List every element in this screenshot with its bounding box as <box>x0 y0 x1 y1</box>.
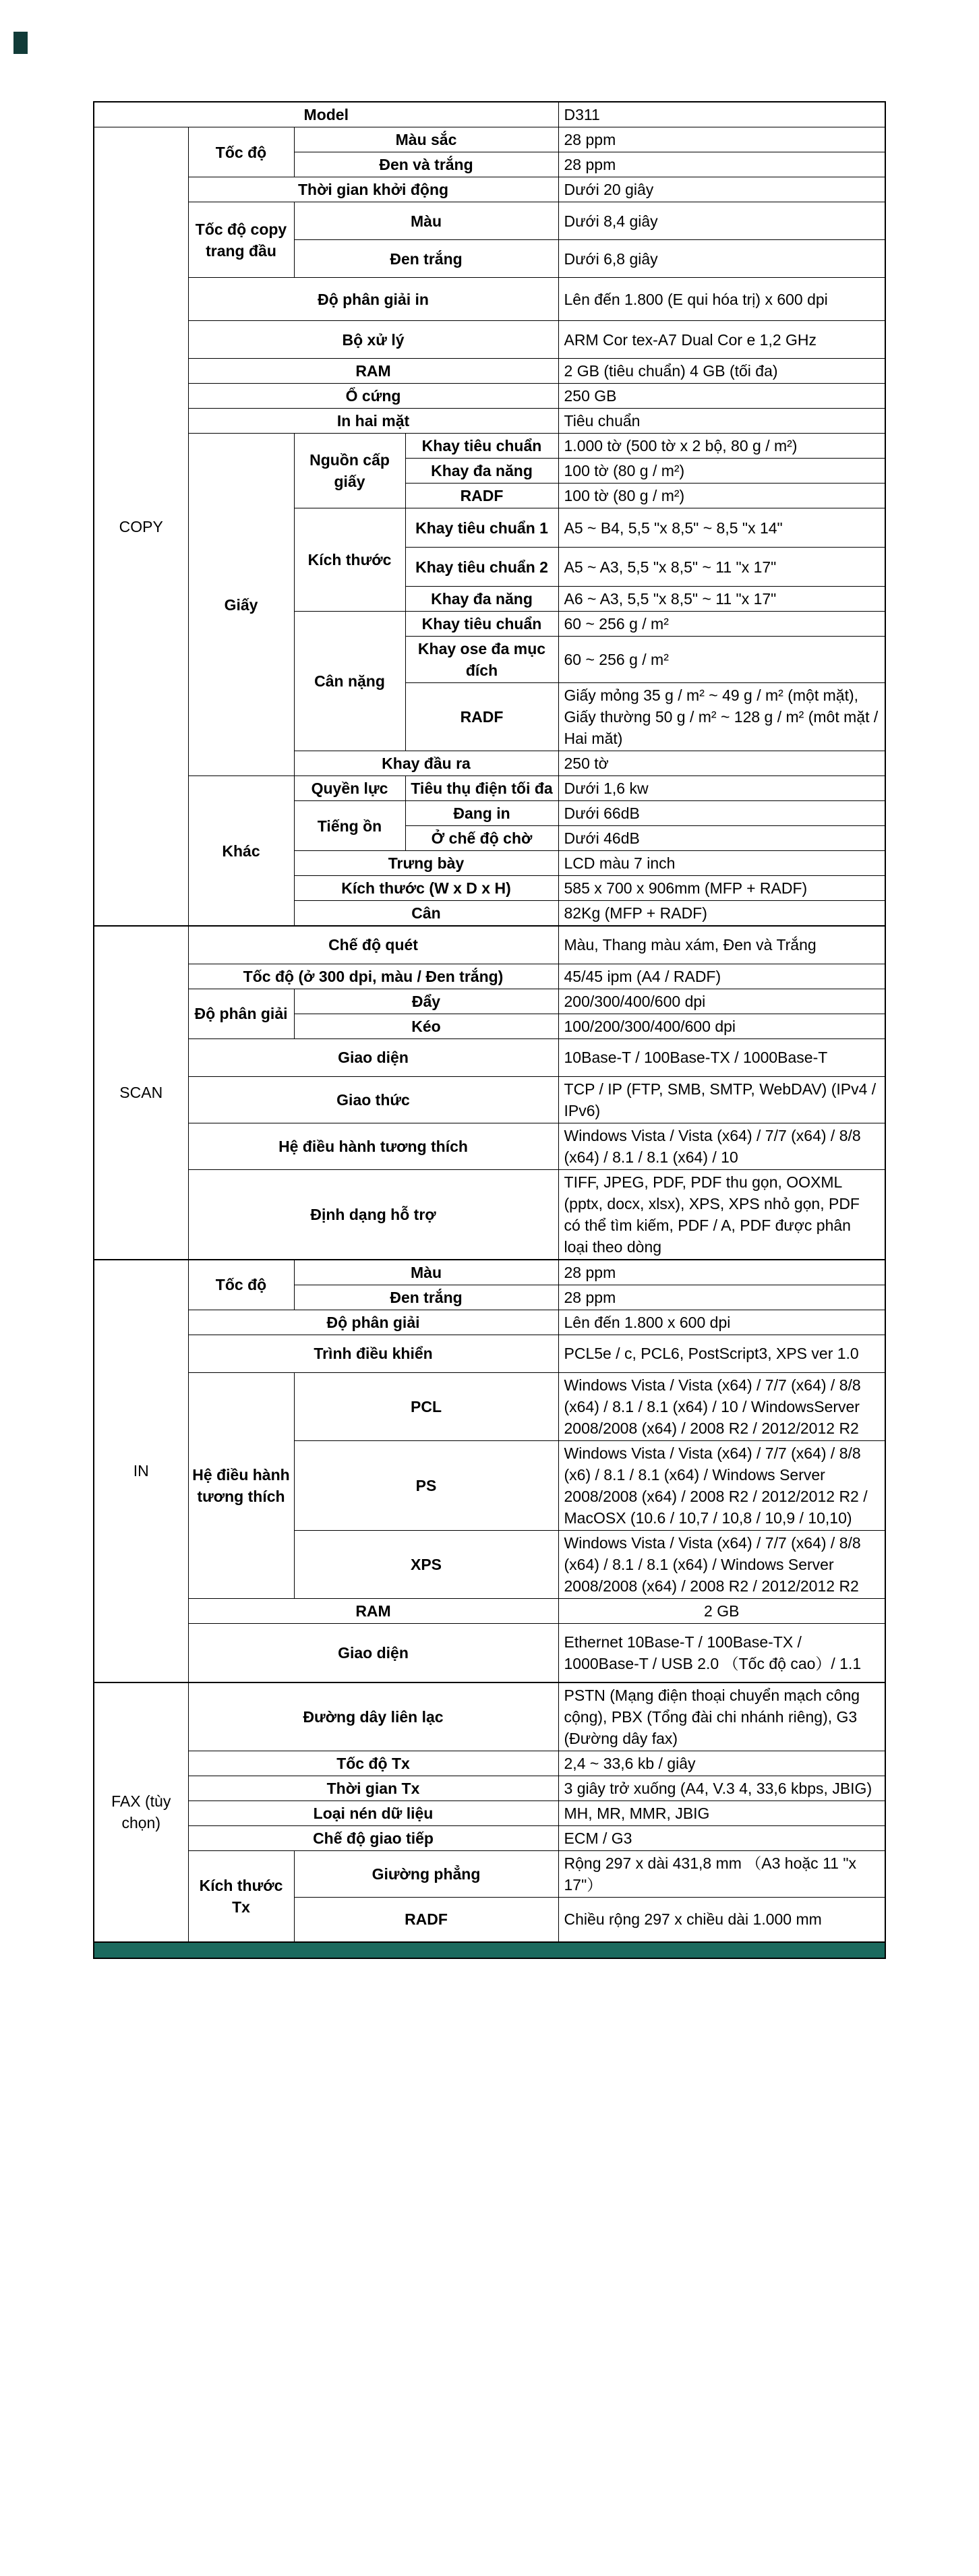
paper-output-label: Khay đầu ra <box>294 751 558 776</box>
row-print-resolution <box>94 1310 885 1335</box>
footer-color-bar <box>94 1942 885 1958</box>
print-ram-label: RAM <box>188 1598 558 1623</box>
row-scan-formats <box>94 1169 885 1260</box>
other-display-label: Trưng bày <box>294 851 558 876</box>
print-speed-label: Tốc độ <box>188 1260 294 1310</box>
copy-ram-label: RAM <box>188 359 558 384</box>
paper-supply-standard-value: 1.000 tờ (500 tờ x 2 bộ, 80 g / m²) <box>558 434 885 459</box>
other-power-max-label: Tiêu thụ điện tối đa <box>405 776 558 801</box>
print-resolution-label: Độ phân giải <box>188 1310 558 1335</box>
fax-line-value: PSTN (Mạng điện thoại chuyển mạch công cộng), PBX (Tổng đài chi nhánh riêng), G3 (Đường dây fax) <box>558 1682 885 1751</box>
scan-protocol-value: TCP / IP (FTP, SMB, SMTP, WebDAV) (IPv4 / IPv6) <box>558 1076 885 1123</box>
fax-section-label: FAX (tùy chọn) <box>94 1682 188 1942</box>
fax-compression-value: MH, MR, MMR, JBIG <box>558 1801 885 1826</box>
copy-speed-label: Tốc độ <box>188 127 294 177</box>
copy-speed-bw-value: 28 ppm <box>558 152 885 177</box>
row-copy-cpu <box>94 321 885 359</box>
other-power-label: Quyền lực <box>294 776 405 801</box>
print-os-ps-value: Windows Vista / Vista (x64) / 7/7 (x64) / 8/8 (x6) / 8.1 / 8.1 (x64) / Windows Server 2008/2008 (x64) / 2008 R2 / 2012/2012 R2 / MacOSX (10.6 / 10,7 / 10,8 / 10,9 / 10,10) <box>558 1440 885 1530</box>
scan-resolution-label: Độ phân giải <box>188 989 294 1038</box>
print-interface-label: Giao diện <box>188 1623 558 1682</box>
row-fax-txtime <box>94 1776 885 1801</box>
print-speed-color-label: Màu <box>294 1260 558 1285</box>
copy-speed-color-value: 28 ppm <box>558 127 885 152</box>
fax-txtime-label: Thời gian Tx <box>188 1776 558 1801</box>
paper-label: Giấy <box>188 434 294 776</box>
paper-supply-multi-value: 100 tờ (80 g / m²) <box>558 459 885 484</box>
paper-weight-radf-value: Giấy mỏng 35 g / m² ~ 49 g / m² (một mặt), Giấy thường 50 g / m² ~ 128 g / m² (môt mặt / Hai măt) <box>558 683 885 751</box>
fax-txspeed-value: 2,4 ~ 33,6 kb / giây <box>558 1751 885 1776</box>
paper-weight-standard-label: Khay tiêu chuẩn <box>405 612 558 637</box>
scan-res-pull-label: Kéo <box>294 1014 558 1038</box>
copy-speed-bw-label: Đen và trắng <box>294 152 558 177</box>
row-fax-txspeed <box>94 1751 885 1776</box>
copy-hdd-label: Ổ cứng <box>188 384 558 409</box>
other-noise-printing-value: Dưới 66dB <box>558 801 885 826</box>
other-weight-value: 82Kg (MFP + RADF) <box>558 901 885 927</box>
copy-hdd-value: 250 GB <box>558 384 885 409</box>
print-speed-color-value: 28 ppm <box>558 1260 885 1285</box>
scan-mode-label: Chế độ quét <box>188 926 558 964</box>
row-copy-warmup <box>94 177 885 202</box>
fax-txsize-label: Kích thước Tx <box>188 1851 294 1942</box>
row-scan-interface <box>94 1038 885 1076</box>
row-other-power <box>94 776 885 801</box>
paper-size-multi-value: A6 ~ A3, 5,5 "x 8,5" ~ 11 "x 17" <box>558 587 885 612</box>
paper-size-label: Kích thước <box>294 508 405 612</box>
scan-speed-label: Tốc độ (ở 300 dpi, màu / Đen trắng) <box>188 964 558 989</box>
row-copy-printres <box>94 278 885 321</box>
copy-ram-value: 2 GB (tiêu chuẩn) 4 GB (tối đa) <box>558 359 885 384</box>
other-noise-standby-label: Ở chế độ chờ <box>405 826 558 851</box>
print-os-pcl-value: Windows Vista / Vista (x64) / 7/7 (x64) / 8/8 (x64) / 8.1 / 8.1 (x64) / 10 / WindowsServer 2008/2008 (x64) / 2008 R2 / 2012/2012 R2 <box>558 1372 885 1440</box>
copy-section-label: COPY <box>94 127 188 927</box>
paper-weight-label: Cân nặng <box>294 612 405 751</box>
scan-section-label: SCAN <box>94 926 188 1260</box>
copy-duplex-label: In hai mặt <box>188 409 558 434</box>
paper-size-tray1-label: Khay tiêu chuẩn 1 <box>405 508 558 548</box>
fax-txsize-flatbed-value: Rộng 297 x dài 431,8 mm （A3 hoặc 11 "x 17"） <box>558 1851 885 1898</box>
print-os-xps-value: Windows Vista / Vista (x64) / 7/7 (x64) / 8/8 (x64) / 8.1 / 8.1 (x64) / Windows Server 2008/2008 (x64) / 2008 R2 / 2012/2012 R2 <box>558 1530 885 1598</box>
scan-formats-value: TIFF, JPEG, PDF, PDF thu gọn, OOXML (pptx, docx, xlsx), XPS, XPS nhỏ gọn, PDF có thể tìm kiếm, PDF / A, PDF được phân loại theo dòng <box>558 1169 885 1260</box>
copy-firstcopy-color-value: Dưới 8,4 giây <box>558 202 885 240</box>
fax-commmode-label: Chế độ giao tiếp <box>188 1826 558 1851</box>
print-os-xps-label: XPS <box>294 1530 558 1598</box>
print-os-label: Hệ điều hành tương thích <box>188 1372 294 1598</box>
model-label: Model <box>94 102 558 127</box>
row-fax-compression <box>94 1801 885 1826</box>
row-footer-bar <box>94 1942 885 1958</box>
fax-line-label: Đường dây liên lạc <box>188 1682 558 1751</box>
fax-txtime-value: 3 giây trở xuống (A4, V.3 4, 33,6 kbps, JBIG) <box>558 1776 885 1801</box>
fax-txsize-radf-value: Chiều rộng 297 x chiều dài 1.000 mm <box>558 1898 885 1942</box>
row-print-os-pcl <box>94 1372 885 1440</box>
spec-table <box>93 101 886 1959</box>
print-interface-value: Ethernet 10Base-T / 100Base-TX / 1000Base-T / USB 2.0 （Tốc độ cao）/ 1.1 <box>558 1623 885 1682</box>
copy-warmup-label: Thời gian khởi động <box>188 177 558 202</box>
fax-commmode-value: ECM / G3 <box>558 1826 885 1851</box>
scan-formats-label: Định dạng hỗ trợ <box>188 1169 558 1260</box>
row-copy-duplex <box>94 409 885 434</box>
paper-supply-radf-label: RADF <box>405 484 558 508</box>
print-os-ps-label: PS <box>294 1440 558 1530</box>
row-scan-speed <box>94 964 885 989</box>
copy-duplex-value: Tiêu chuẩn <box>558 409 885 434</box>
fax-txspeed-label: Tốc độ Tx <box>188 1751 558 1776</box>
row-print-interface <box>94 1623 885 1682</box>
row-fax-flatbed <box>94 1851 885 1898</box>
row-copy-speed-color <box>94 127 885 152</box>
copy-firstcopy-bw-value: Dưới 6,8 giây <box>558 240 885 278</box>
corner-mark <box>13 32 28 54</box>
paper-size-tray1-value: A5 ~ B4, 5,5 "x 8,5" ~ 8,5 "x 14" <box>558 508 885 548</box>
model-value: D311 <box>558 102 885 127</box>
other-dimensions-value: 585 x 700 x 906mm (MFP + RADF) <box>558 876 885 901</box>
print-section-label: IN <box>94 1260 188 1683</box>
paper-size-tray2-label: Khay tiêu chuẩn 2 <box>405 548 558 587</box>
copy-warmup-value: Dưới 20 giây <box>558 177 885 202</box>
paper-supply-standard-label: Khay tiêu chuẩn <box>405 434 558 459</box>
row-scan-res-push <box>94 989 885 1014</box>
scan-os-label: Hệ điều hành tương thích <box>188 1123 558 1169</box>
row-fax-line <box>94 1682 885 1751</box>
paper-output-value: 250 tờ <box>558 751 885 776</box>
print-resolution-value: Lên đến 1.800 x 600 dpi <box>558 1310 885 1335</box>
other-noise-label: Tiếng ồn <box>294 801 405 851</box>
row-scan-os <box>94 1123 885 1169</box>
scan-res-push-label: Đẩy <box>294 989 558 1014</box>
row-print-ram <box>94 1598 885 1623</box>
copy-cpu-value: ARM Cor tex-A7 Dual Cor e 1,2 GHz <box>558 321 885 359</box>
paper-weight-multi-label: Khay ose đa mục đích <box>405 637 558 683</box>
print-speed-bw-label: Đen trắng <box>294 1285 558 1310</box>
other-noise-printing-label: Đang in <box>405 801 558 826</box>
other-label: Khác <box>188 776 294 927</box>
copy-cpu-label: Bộ xử lý <box>188 321 558 359</box>
copy-speed-color-label: Màu sắc <box>294 127 558 152</box>
print-driver-value: PCL5e / c, PCL6, PostScript3, XPS ver 1.0 <box>558 1335 885 1372</box>
other-weight-label: Cân <box>294 901 558 927</box>
row-model <box>94 102 885 127</box>
scan-protocol-label: Giao thức <box>188 1076 558 1123</box>
copy-firstcopy-label: Tốc độ copy trang đầu <box>188 202 294 278</box>
fax-txsize-radf-label: RADF <box>294 1898 558 1942</box>
row-copy-firstcopy-color <box>94 202 885 240</box>
row-paper-supply-standard <box>94 434 885 459</box>
paper-supply-radf-value: 100 tờ (80 g / m²) <box>558 484 885 508</box>
print-os-pcl-label: PCL <box>294 1372 558 1440</box>
fax-txsize-flatbed-label: Giường phẳng <box>294 1851 558 1898</box>
print-speed-bw-value: 28 ppm <box>558 1285 885 1310</box>
scan-res-pull-value: 100/200/300/400/600 dpi <box>558 1014 885 1038</box>
paper-supply-label: Nguồn cấp giấy <box>294 434 405 508</box>
paper-size-tray2-value: A5 ~ A3, 5,5 "x 8,5" ~ 11 "x 17" <box>558 548 885 587</box>
paper-weight-radf-label: RADF <box>405 683 558 751</box>
other-noise-standby-value: Dưới 46dB <box>558 826 885 851</box>
paper-size-multi-label: Khay đa năng <box>405 587 558 612</box>
print-ram-value: 2 GB <box>558 1598 885 1623</box>
row-fax-commmode <box>94 1826 885 1851</box>
row-scan-protocol <box>94 1076 885 1123</box>
row-print-driver <box>94 1335 885 1372</box>
copy-firstcopy-color-label: Màu <box>294 202 558 240</box>
paper-weight-standard-value: 60 ~ 256 g / m² <box>558 612 885 637</box>
row-copy-ram <box>94 359 885 384</box>
row-scan-mode <box>94 926 885 964</box>
row-print-speed-color <box>94 1260 885 1285</box>
copy-firstcopy-bw-label: Đen trắng <box>294 240 558 278</box>
scan-os-value: Windows Vista / Vista (x64) / 7/7 (x64) / 8/8 (x64) / 8.1 / 8.1 (x64) / 10 <box>558 1123 885 1169</box>
copy-printres-label: Độ phân giải in <box>188 278 558 321</box>
row-copy-hdd <box>94 384 885 409</box>
paper-weight-multi-value: 60 ~ 256 g / m² <box>558 637 885 683</box>
scan-mode-value: Màu, Thang màu xám, Đen và Trắng <box>558 926 885 964</box>
scan-interface-value: 10Base-T / 100Base-TX / 1000Base-T <box>558 1038 885 1076</box>
print-driver-label: Trình điều khiển <box>188 1335 558 1372</box>
other-dimensions-label: Kích thước (W x D x H) <box>294 876 558 901</box>
paper-supply-multi-label: Khay đa năng <box>405 459 558 484</box>
scan-res-push-value: 200/300/400/600 dpi <box>558 989 885 1014</box>
other-power-max-value: Dưới 1,6 kw <box>558 776 885 801</box>
fax-compression-label: Loại nén dữ liệu <box>188 1801 558 1826</box>
scan-speed-value: 45/45 ipm (A4 / RADF) <box>558 964 885 989</box>
other-display-value: LCD màu 7 inch <box>558 851 885 876</box>
copy-printres-value: Lên đến 1.800 (E qui hóa trị) x 600 dpi <box>558 278 885 321</box>
scan-interface-label: Giao diện <box>188 1038 558 1076</box>
